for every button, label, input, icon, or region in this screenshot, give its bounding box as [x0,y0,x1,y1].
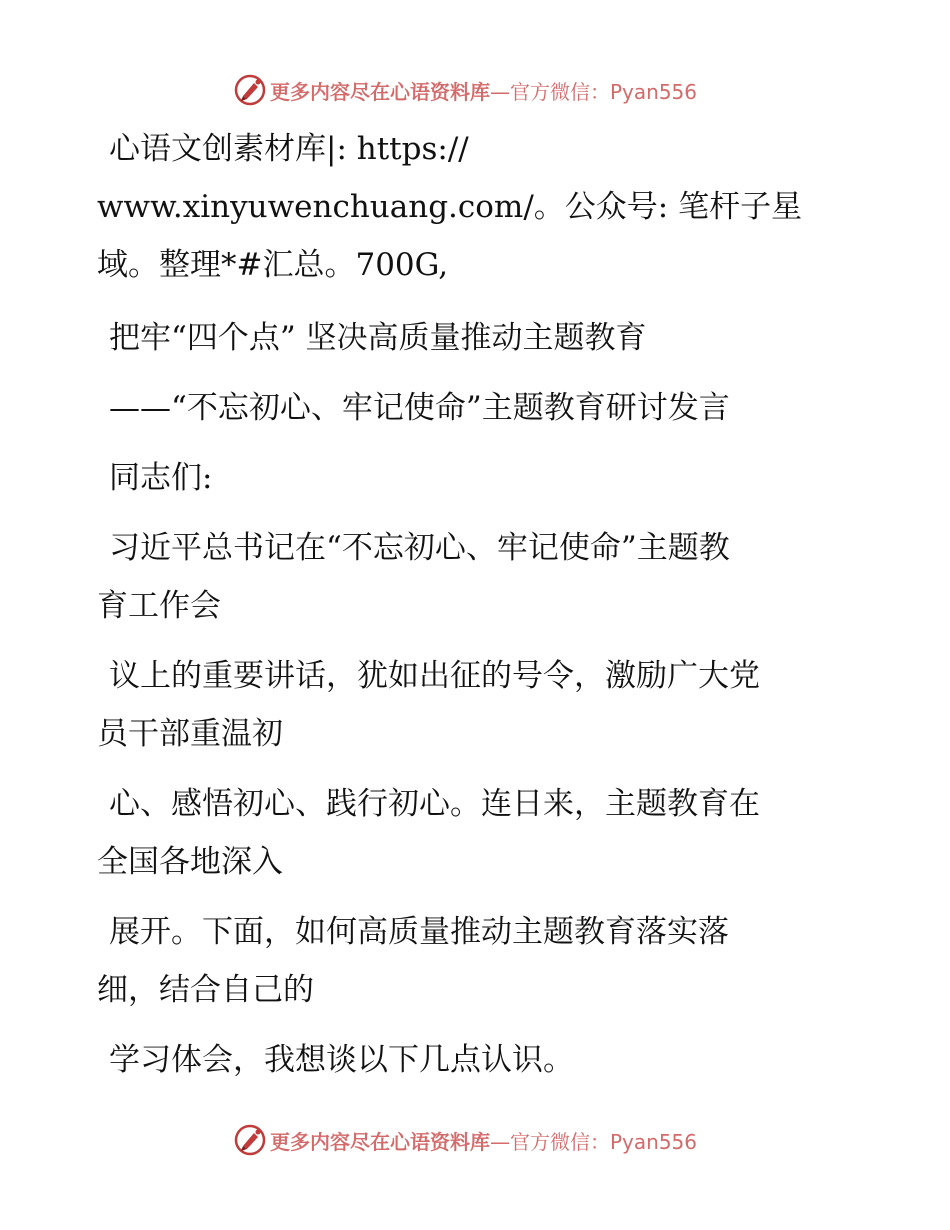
greeting: 同志们: [109,460,213,496]
watermark-contact: —官方微信：Pyan556 [490,79,698,104]
paragraph [97,775,837,891]
source-note [97,120,837,294]
paragraph-line: 育工作会 [97,588,221,624]
source-note-line: 域。整理*#汇总。700G, [97,247,449,283]
watermark-text: 更多内容尽在心语资料库 [270,79,490,104]
paragraph [97,519,837,635]
watermark-bottom [234,1123,697,1157]
pen-logo-icon [234,74,266,106]
paragraph [97,903,837,1019]
paragraph-line: 细，结合自己的 [97,972,314,1008]
watermark-contact: —官方微信：Pyan556 [490,1129,698,1154]
document-subtitle: ——“不忘初心、牢记使命”主题教育研讨发言 [109,390,730,426]
document-body [97,120,837,1089]
source-note-line: www.xinyuwenchuang.com/。公众号: 笔杆子星 [97,189,803,225]
paragraph-line: 心、感悟初心、践行初心。连日来，主题教育在 [109,786,760,822]
paragraph-line: 全国各地深入 [97,844,283,880]
paragraph [97,647,837,763]
watermark-top [234,73,697,107]
paragraph-line: 学习体会，我想谈以下几点认识。 [109,1042,574,1078]
paragraph [97,1031,837,1089]
paragraph-line: 员干部重温初 [97,716,283,752]
pen-logo-icon [234,1124,266,1156]
paragraph-line: 习近平总书记在“不忘初心、牢记使命”主题教 [109,530,730,566]
document-title: 把牢“四个点” 坚决高质量推动主题教育 [109,320,647,356]
paragraph-line: 议上的重要讲话，犹如出征的号令，激励广大党 [109,658,760,694]
paragraph-line: 展开。下面，如何高质量推动主题教育落实落 [109,914,729,950]
watermark-text: 更多内容尽在心语资料库 [270,1129,490,1154]
source-note-line: 心语文创素材库|: https:// [109,131,469,167]
